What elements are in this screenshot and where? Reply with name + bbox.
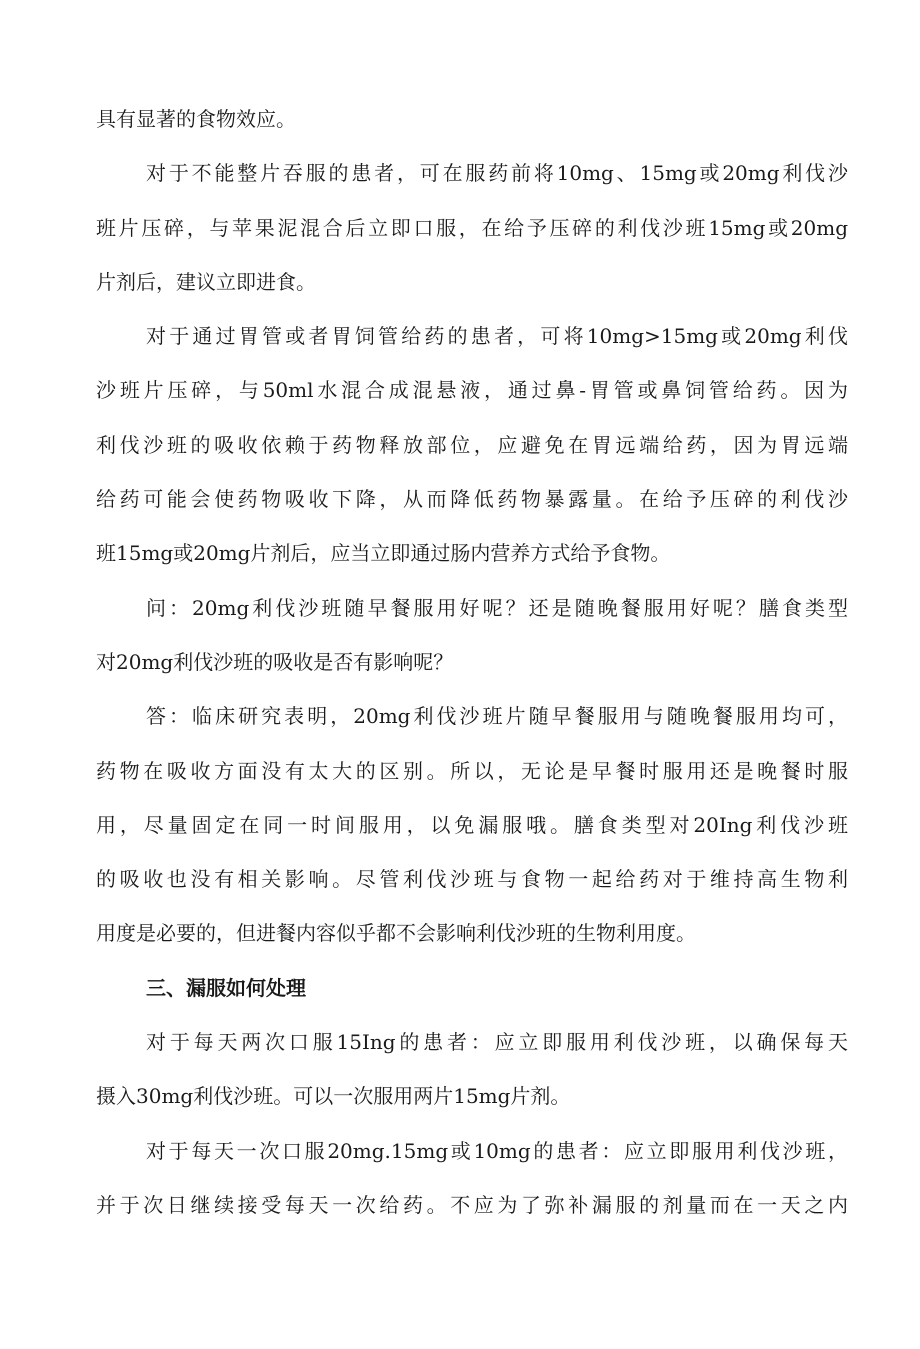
question-line: 问：20mg利伐沙班随早餐服用好呢？还是随晚餐服用好呢？膳食类型 — [146, 595, 848, 620]
text-line: 给药可能会使药物吸收下降，从而降低药物暴露量。在给予压碎的利伐沙 — [96, 487, 848, 512]
text-line: 班15mg或20mg片剂后，应当立即通过肠内营养方式给予食物。 — [96, 541, 671, 566]
answer-line: 答：临床研究表明，20mg利伐沙班片随早餐服用与随晚餐服用均可， — [146, 704, 848, 729]
text-line: 班片压碎，与苹果泥混合后立即口服，在给予压碎的利伐沙班15mg或20mg — [96, 215, 848, 240]
text-line: 对于每天一次口服20mg.15mg或10mg的患者：应立即服用利伐沙班， — [146, 1138, 848, 1163]
question-line: 对20mg利伐沙班的吸收是否有影响呢？ — [96, 649, 454, 674]
text-line: 利伐沙班的吸收依赖于药物释放部位，应避免在胃远端给药，因为胃远端 — [96, 432, 848, 457]
text-line: 沙班片压碎，与50ml水混合成混悬液，通过鼻-胃管或鼻饲管给药。因为 — [96, 378, 848, 403]
text-line: 并于次日继续接受每天一次给药。不应为了弥补漏服的剂量而在一天之内 — [96, 1192, 848, 1217]
answer-line: 药物在吸收方面没有太大的区别。所以，无论是早餐时服用还是晚餐时服 — [96, 758, 848, 783]
answer-line: 的吸收也没有相关影响。尽管利伐沙班与食物一起给药对于维持高生物利 — [96, 867, 848, 892]
section-heading: 三、漏服如何处理 — [146, 975, 306, 1000]
answer-line: 用，尽量固定在同一时间服用，以免漏服哦。膳食类型对20Ing利伐沙班 — [96, 812, 848, 837]
text-line: 片剂后，建议立即进食。 — [96, 269, 316, 294]
answer-line: 用度是必要的，但进餐内容似乎都不会影响利伐沙班的生物利用度。 — [96, 921, 696, 946]
text-line: 摄入30mg利伐沙班。可以一次服用两片15mg片剂。 — [96, 1084, 571, 1109]
text-line: 对于不能整片吞服的患者，可在服药前将10mg、15mg或20mg利伐沙 — [146, 161, 848, 186]
document-page — [96, 92, 848, 1232]
text-line: 对于每天两次口服15Ing的患者：应立即服用利伐沙班，以确保每天 — [146, 1030, 848, 1055]
text-line: 具有显著的食物效应。 — [96, 107, 296, 131]
text-line: 对于通过胃管或者胃饲管给药的患者，可将10mg>15mg或20mg利伐 — [146, 324, 848, 349]
